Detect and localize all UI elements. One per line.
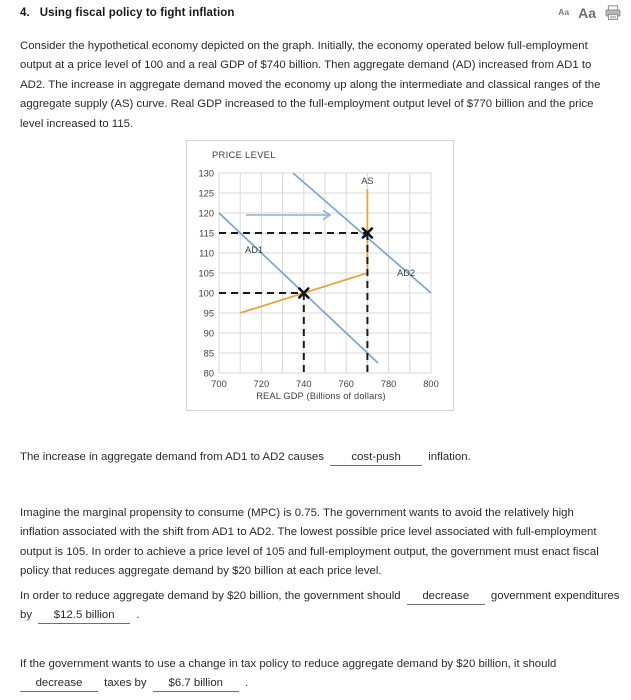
y-tick-105: 105 bbox=[198, 268, 214, 279]
y-tick-85: 85 bbox=[203, 348, 214, 359]
x-tick-780: 780 bbox=[380, 379, 397, 389]
y-tick-120: 120 bbox=[198, 208, 214, 219]
expenditure-prefix-text: In order to reduce aggregate demand by $20 billion, the government should bbox=[20, 590, 401, 602]
chart-x-tick-labels bbox=[211, 379, 439, 389]
chart-plot-area bbox=[187, 141, 455, 391]
toolbar bbox=[558, 5, 621, 20]
cause-blank-field[interactable]: cost-push bbox=[330, 450, 422, 466]
expenditure-answer-line bbox=[20, 587, 620, 626]
intro-paragraph: Consider the hypothetical economy depicted on the graph. Initially, the economy operated below full-employment output at a price level of 100 and a real GDP of $740 billion. Then aggregate demand (AD) increased from AD1 to AD2. The increase in aggregate demand moved the economy up along the intermediate and classical ranges of the aggregate supply (AS) curve. Real GDP increased to the full-employment output level of $770 billion and the price level increased to 115. bbox=[20, 40, 601, 130]
aggregate-supply-demand-chart bbox=[186, 140, 454, 411]
decrease-font-size-button[interactable]: Aa bbox=[558, 7, 570, 18]
y-tick-130: 130 bbox=[198, 168, 214, 179]
increase-font-size-button[interactable]: Aa bbox=[578, 4, 596, 21]
x-tick-760: 760 bbox=[338, 379, 354, 389]
tax-middle-text: taxes by bbox=[104, 677, 147, 690]
mpc-paragraph: Imagine the marginal propensity to consume (MPC) is 0.75. The government wants to avoid the relatively high inflation associated with the shift from AD1 to AD2. The lowest possible price level associated with full-employment output is 105. In order to achieve a price level of 105 and full-employment output, the government must enact fiscal policy that reduces aggregate demand by $20 billion at each price level. bbox=[20, 507, 599, 578]
question-number: 4. bbox=[20, 7, 30, 19]
x-tick-740: 740 bbox=[296, 379, 312, 389]
x-tick-800: 800 bbox=[423, 379, 439, 389]
question-title-text: Using fiscal policy to fight inflation bbox=[39, 7, 235, 19]
x-tick-720: 720 bbox=[253, 379, 270, 389]
expenditure-middle-text: government expenditures by bbox=[20, 590, 620, 622]
y-tick-90: 90 bbox=[203, 328, 214, 339]
y-tick-100: 100 bbox=[198, 288, 214, 299]
tax-action-blank-field[interactable]: decrease bbox=[20, 676, 98, 692]
cause-suffix-text: inflation. bbox=[428, 451, 471, 463]
print-icon[interactable] bbox=[605, 5, 621, 20]
tax-suffix-text: . bbox=[244, 677, 249, 690]
y-tick-95: 95 bbox=[203, 308, 214, 319]
cause-prefix-text: The increase in aggregate demand from AD1 to AD2 causes bbox=[20, 451, 324, 463]
expenditure-suffix-text: . bbox=[136, 609, 140, 622]
question-header bbox=[0, 0, 631, 30]
as-label: AS bbox=[361, 176, 374, 186]
chart-x-axis-title: REAL GDP (Billions of dollars) bbox=[256, 391, 386, 401]
y-tick-80: 80 bbox=[203, 368, 214, 379]
x-tick-700: 700 bbox=[211, 379, 227, 389]
chart-y-tick-labels bbox=[198, 169, 214, 379]
tax-answer-line bbox=[20, 655, 620, 694]
cause-answer-line bbox=[20, 448, 620, 467]
ad1-label: AD1 bbox=[245, 245, 264, 255]
tax-prefix-text: If the government wants to use a change in tax policy to reduce aggregate demand by $20 billion, it should bbox=[20, 658, 557, 670]
expenditure-action-blank-field[interactable]: decrease bbox=[407, 589, 485, 605]
expenditure-amount-blank-field[interactable]: $12.5 billion bbox=[38, 608, 130, 624]
ad2-label: AD2 bbox=[397, 268, 416, 278]
page-title bbox=[20, 7, 235, 19]
chart-y-axis-title: PRICE LEVEL bbox=[212, 149, 276, 160]
y-tick-115: 115 bbox=[199, 228, 214, 239]
y-tick-110: 110 bbox=[199, 248, 214, 259]
tax-amount-blank-field[interactable]: $6.7 billion bbox=[153, 676, 239, 692]
y-tick-125: 125 bbox=[198, 188, 214, 199]
